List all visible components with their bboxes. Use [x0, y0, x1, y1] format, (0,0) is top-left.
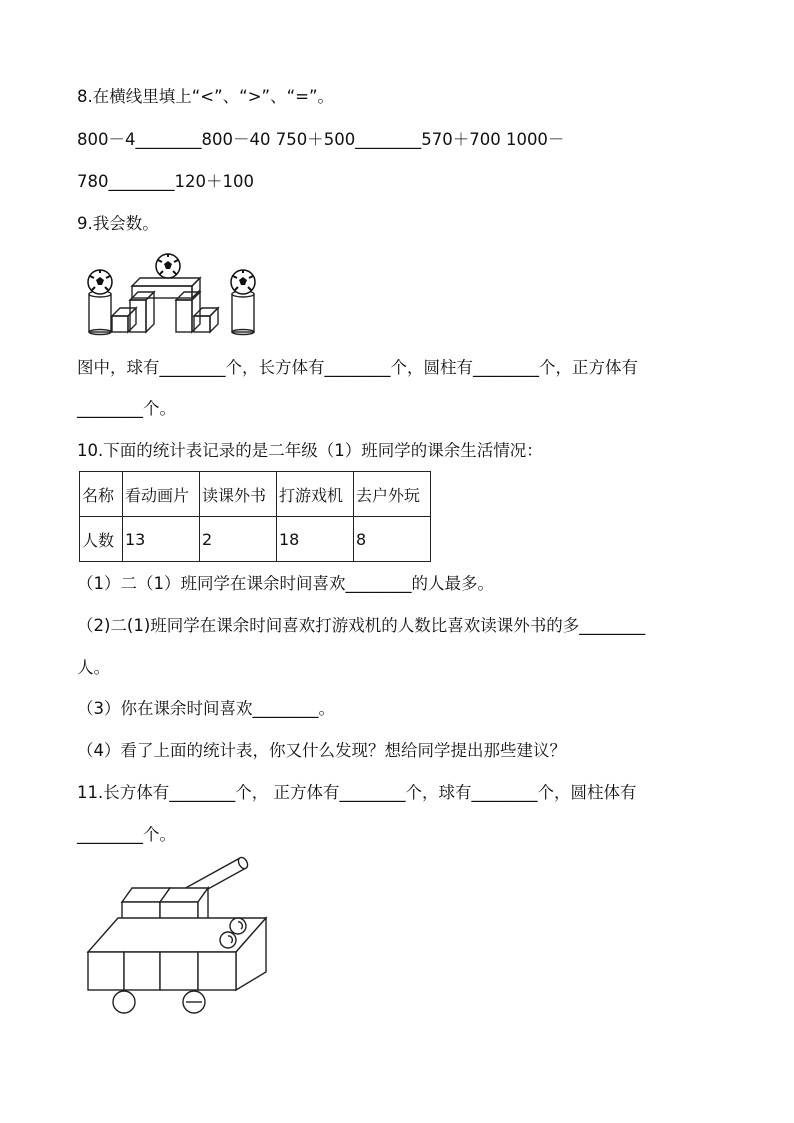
- ball-small-2: [220, 932, 236, 948]
- cylinder-right: [232, 291, 254, 335]
- wheel-right: [183, 991, 205, 1013]
- soccer-ball-top: [156, 254, 180, 278]
- q10-sub-2-line-1: （2)二(1)班同学在课余时间喜欢打游戏机的人数比喜欢读课外书的多________: [77, 616, 646, 635]
- wheel-left: [113, 991, 135, 1013]
- cylinder-left: [89, 291, 111, 335]
- table-header-cell: 看动画片: [123, 472, 200, 517]
- q10-title: 10.下面的统计表记录的是二年级（1）班同学的课余生活情况：: [77, 441, 543, 460]
- small-cube-right: [194, 308, 218, 332]
- table-row: [80, 517, 431, 562]
- table-cell: 人数: [80, 517, 123, 562]
- q9-line-1: 图中，球有________个，长方体有________个，圆柱有________个，正方体有: [77, 358, 638, 377]
- table-cell: 8: [354, 517, 431, 562]
- table-cell: 13: [123, 517, 200, 562]
- q11-line-1: 11.长方体有________个， 正方体有________个，球有________个，圆柱体有: [77, 783, 637, 802]
- q8-line-1: 800－4________800－40 750＋500________570＋700 1000－: [77, 130, 565, 149]
- table-header-row: [80, 472, 431, 517]
- table-header-cell: 读课外书: [200, 472, 277, 517]
- q10-sub-2-line-2: 人。: [77, 658, 110, 677]
- table-header-cell: 打游戏机: [277, 472, 354, 517]
- q8-line-2: 780________120＋100: [77, 172, 254, 191]
- q9-figure: [82, 250, 262, 336]
- table-cell: 2: [200, 517, 277, 562]
- ball-small-1: [230, 918, 246, 934]
- q10-sub-3: （3）你在课余时间喜欢________。: [77, 699, 335, 718]
- q11-tank-figure: [86, 852, 272, 1016]
- soccer-ball-right: [231, 270, 255, 294]
- table-header-cell: 去户外玩: [354, 472, 431, 517]
- q9-line-2: ________个。: [77, 399, 176, 418]
- table-header-cell: 名称: [80, 472, 123, 517]
- q10-sub-4: （4）看了上面的统计表，你又什么发现？想给同学提出那些建议？: [77, 741, 566, 760]
- cube-bottom-row: [88, 952, 236, 990]
- stats-table: [79, 471, 431, 562]
- q9-title: 9.我会数。: [77, 214, 159, 233]
- q8-title: 8.在横线里填上“<”、“>”、“=”。: [77, 87, 335, 106]
- q11-line-2: ________个。: [77, 825, 176, 844]
- cuboid-top-beam: [132, 278, 200, 298]
- table-cell: 18: [277, 517, 354, 562]
- soccer-ball-left: [88, 270, 112, 294]
- small-cuboid-left: [112, 308, 136, 332]
- q10-sub-1: （1）二（1）班同学在课余时间喜欢________的人最多。: [77, 574, 494, 593]
